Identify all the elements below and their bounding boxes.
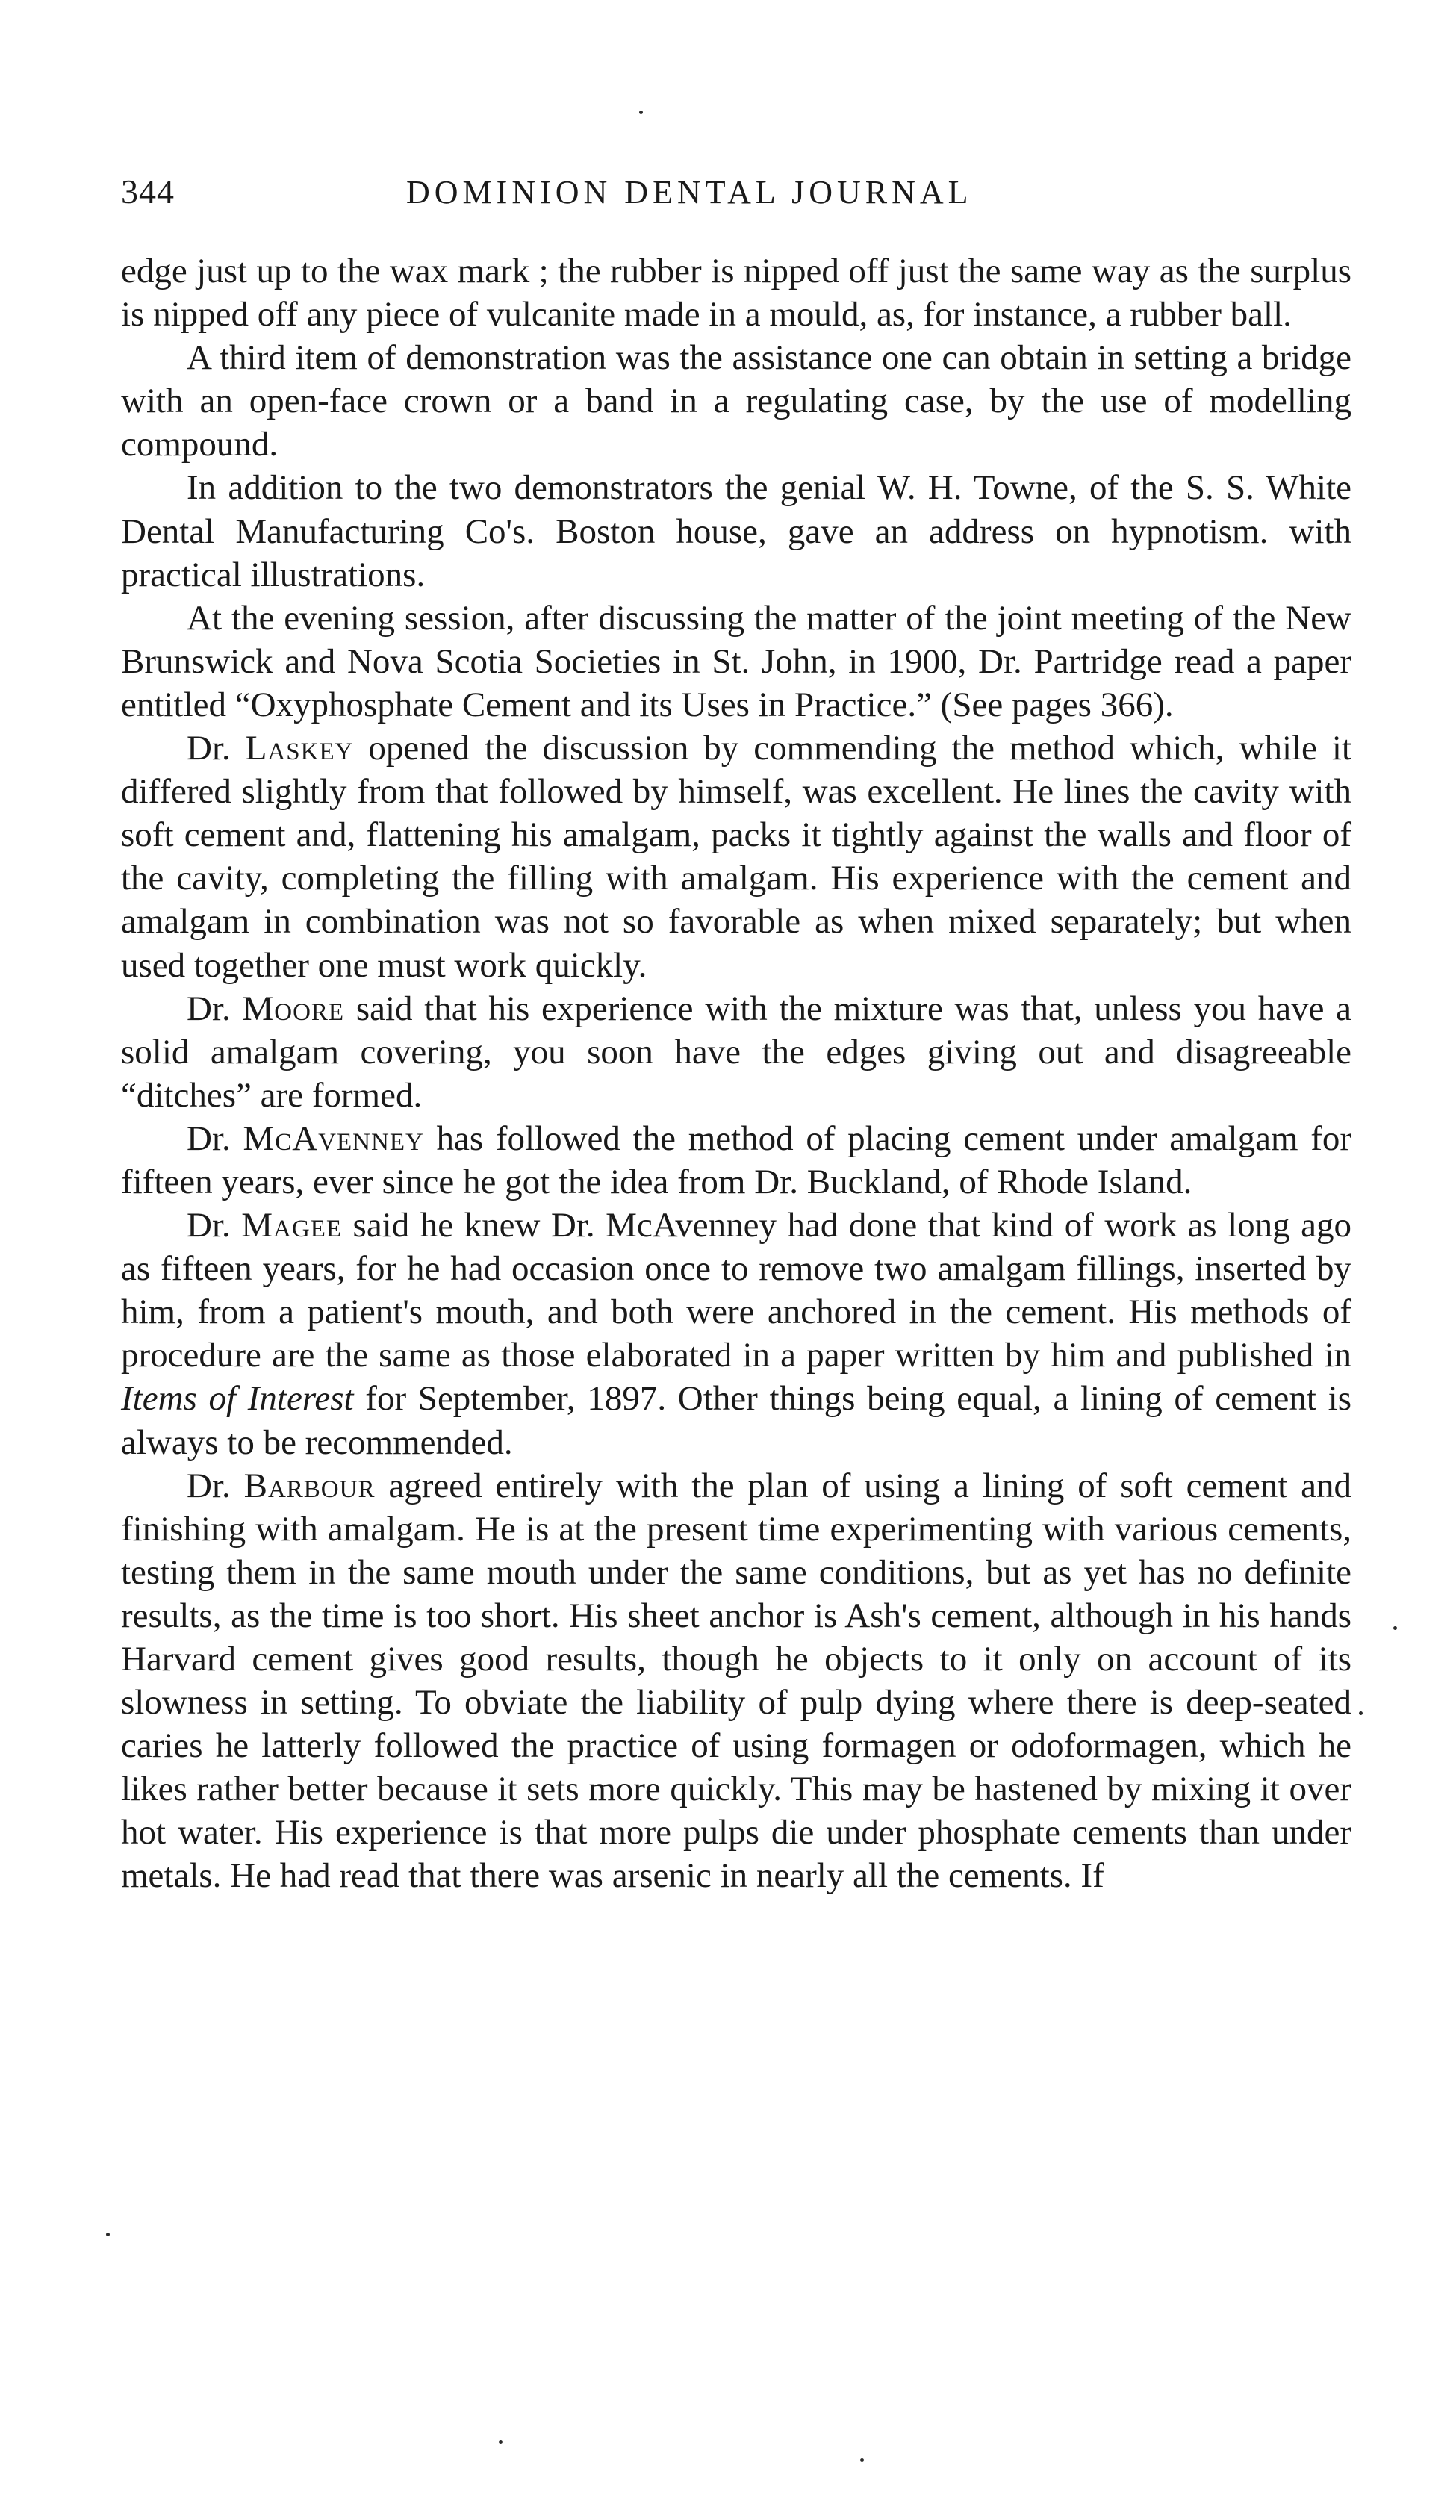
- publication-title: Items of Interest: [121, 1379, 354, 1419]
- paragraph-text: A third item of demonstration was the assistance one can obtain in setting a bridge with an open-face crown or a band in a regulating case, by the use of modelling compound.: [121, 338, 1351, 464]
- speaker-name: Magee: [241, 1206, 343, 1245]
- scan-speck: [639, 111, 643, 114]
- paragraph-moore: [121, 987, 1351, 1117]
- paragraph-text: said that his experience with the mixture was that, unless you have a solid amalgam covering, you soon have the edges giving out and disagreeable “ditches” are formed.: [121, 989, 1351, 1115]
- speaker-name: Barbour: [243, 1466, 376, 1505]
- paragraph-mcavenney: [121, 1117, 1351, 1204]
- speaker-prefix: Dr.: [187, 729, 231, 768]
- speaker-name: McAvenney: [243, 1119, 424, 1158]
- scan-speck: [499, 2440, 503, 2444]
- paragraph-text: At the evening session, after discussing the matter of the joint meeting of the New Brunswick and Nova Scotia Societies in St. John, in 1900, Dr. Partridge read a paper entitled “Oxyphosphate Cement and its Uses in Practice.” (See pages 366).: [121, 598, 1351, 724]
- paragraph-text: has followed the method of placing cement under amalgam for fifteen years, ever since he got the idea from Dr. Buckland, of Rhode Island.: [121, 1119, 1352, 1201]
- scan-speck: [860, 2458, 864, 2462]
- scan-speck: [1359, 1711, 1363, 1715]
- paragraph-text: agreed entirely with the plan of using a lining of soft cement and finishing with amalgam. He is at the present time experimenting with various cements, testing them in the same mouth under the same conditions, but as yet has no definite results, as the time is too short. His sheet anchor is Ash's cement, although in his hands Harvard cement gives good results, though he objects to it only on account of its slowness in setting. To obviate the liability of pulp dying where there is deep-seated caries he latterly followed the practice of using formagen or odoformagen, which he likes rather better because it sets more quickly. This may be hastened by mixing it over hot water. His experience is that more pulps die under phosphate cements than under metals. He had read that there was arsenic in nearly all the cements. If: [121, 1466, 1352, 1896]
- running-head: [121, 166, 1351, 218]
- journal-title: DOMINION DENTAL JOURNAL: [406, 174, 973, 211]
- speaker-prefix: Dr.: [187, 1206, 231, 1245]
- journal-page: [121, 0, 1351, 2520]
- paragraph-text: edge just up to the wax mark ; the rubber is nipped off just the same way as the surplus is nipped off any piece of vulcanite made in a mould, as, for instance, a rubber ball.: [121, 252, 1351, 335]
- paragraph-barbour: [121, 1464, 1351, 1898]
- paragraph-text: for September, 1897. Other things being equal, a lining of cement is always to be recommended.: [121, 1379, 1352, 1462]
- paragraph: [121, 597, 1351, 727]
- paragraph-magee: [121, 1204, 1351, 1464]
- paragraph-text: opened the discussion by commending the method which, while it differed slightly from that followed by himself, was excellent. He lines the cavity with soft cement and, flattening his amalgam, packs it tightly against the walls and floor of the cavity, completing the filling with amalgam. His experience with the cement and amalgam in combination was not so favorable as when mixed separately; but when used together one must work quickly.: [121, 729, 1352, 985]
- speaker-prefix: Dr.: [187, 989, 231, 1028]
- page-number: 344: [121, 172, 175, 211]
- paragraph: [121, 336, 1351, 466]
- paragraph: [121, 466, 1351, 596]
- scan-speck: [1393, 1626, 1397, 1630]
- speaker-name: Laskey: [245, 729, 354, 768]
- paragraph-laskey: [121, 727, 1351, 987]
- scan-speck: [106, 2233, 110, 2236]
- paragraph-text: said he knew Dr. McAvenney had done that kind of work as long ago as fifteen years, for he had occasion once to remove two amalgam fillings, inserted by him, from a patient's mouth, and both were anchored in the cement. His methods of procedure are the same as those elaborated in a paper written by him and published in: [121, 1206, 1351, 1375]
- speaker-prefix: Dr.: [187, 1119, 231, 1158]
- paragraph-continued: [121, 249, 1351, 336]
- paragraph-text: In addition to the two demonstrators the genial W. H. Towne, of the S. S. White Dental Manufacturing Co's. Boston house, gave an address on hypnotism. with practical illustrations.: [121, 468, 1351, 594]
- speaker-name: Moore: [242, 989, 345, 1028]
- speaker-prefix: Dr.: [187, 1466, 231, 1505]
- body-text: [121, 249, 1351, 1898]
